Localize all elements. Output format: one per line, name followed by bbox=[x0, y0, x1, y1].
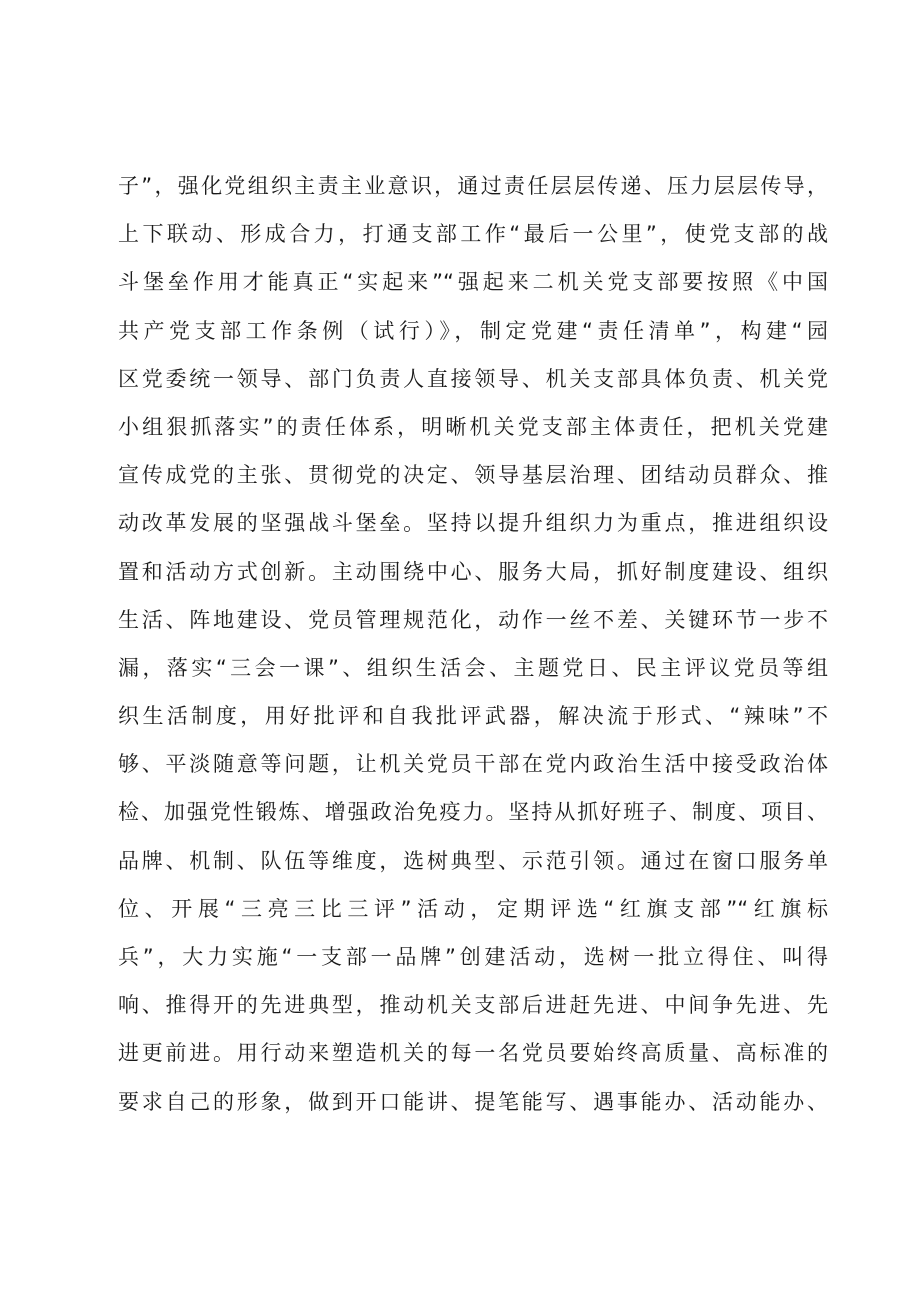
text-line: 够、平淡随意等问题，让机关党员干部在党内政治生活中接受政治体 bbox=[118, 752, 828, 777]
text-line: 子”，强化党组织主责主业意识，通过责任层层传递、压力层层传导， bbox=[118, 174, 828, 198]
text-line: 进更前进。用行动来塑造机关的每一名党员要始终高质量、高标准的 bbox=[118, 1041, 828, 1066]
text-line: 区党委统一领导、部门负责人直接领导、机关支部具体负责、机关党 bbox=[118, 366, 828, 391]
text-line: 要求自己的形象，做到开口能讲、提笔能写、遇事能办、活动能办、 bbox=[118, 1089, 828, 1114]
text-line: 漏，落实“三会一课”、组织生活会、主题党日、民主评议党员等组 bbox=[118, 655, 828, 680]
text-line: 斗堡垒作用才能真正“实起来”“强起来二机关党支部要按照《中国 bbox=[118, 270, 828, 295]
text-line: 品牌、机制、队伍等维度，选树典型、示范引领。通过在窗口服务单 bbox=[118, 848, 828, 873]
text-line: 共产党支部工作条例（试行）》，制定党建“责任清单”，构建“园 bbox=[118, 318, 828, 343]
body-paragraph bbox=[118, 162, 828, 1126]
text-line: 响、推得开的先进典型，推动机关支部后进赶先进、中间争先进、先 bbox=[118, 993, 828, 1018]
text-line: 小组狠抓落实”的责任体系，明晰机关党支部主体责任，把机关党建 bbox=[118, 414, 828, 439]
text-line: 生活、阵地建设、党员管理规范化，动作一丝不差、关键环节一步不 bbox=[118, 607, 828, 632]
text-line: 上下联动、形成合力，打通支部工作“最后一公里”，使党支部的战 bbox=[118, 222, 828, 247]
text-line: 动改革发展的坚强战斗堡垒。坚持以提升组织力为重点，推进组织设 bbox=[118, 511, 828, 536]
text-line: 检、加强党性锻炼、增强政治免疫力。坚持从抓好班子、制度、项目、 bbox=[118, 800, 828, 825]
text-line: 位、开展“三亮三比三评”活动，定期评选“红旗支部”“红旗标 bbox=[118, 896, 828, 921]
text-line: 织生活制度，用好批评和自我批评武器，解决流于形式、“辣味”不 bbox=[118, 704, 828, 729]
text-line: 兵”，大力实施“一支部一品牌”创建活动，选树一批立得住、叫得 bbox=[118, 945, 828, 969]
text-line: 宣传成党的主张、贯彻党的决定、领导基层治理、团结动员群众、推 bbox=[118, 463, 828, 488]
text-line: 置和活动方式创新。主动围绕中心、服务大局，抓好制度建设、组织 bbox=[118, 559, 828, 584]
